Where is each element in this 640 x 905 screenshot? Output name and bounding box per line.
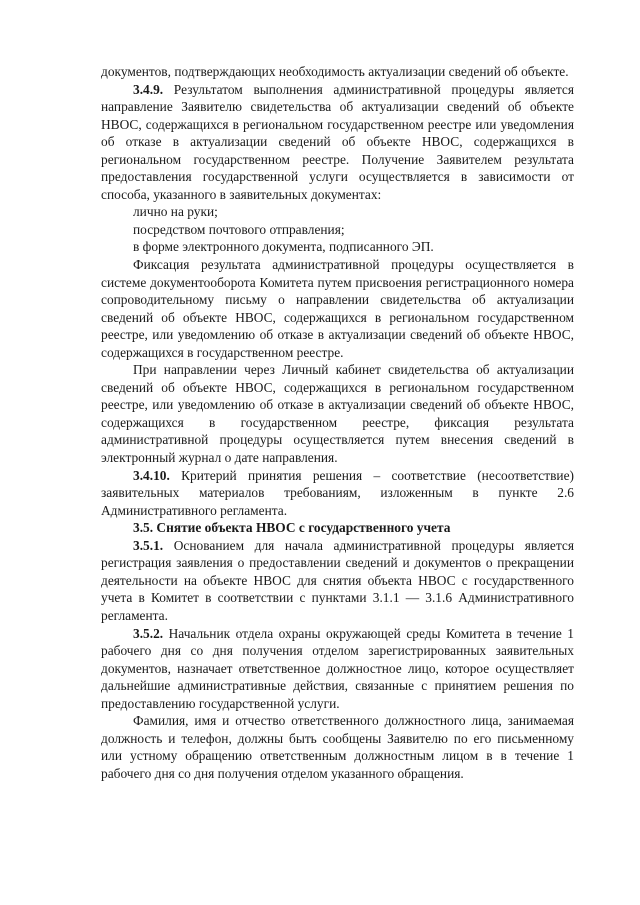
paragraph-continuation: [101, 63, 574, 81]
list-item: посредством почтового отправления;: [133, 221, 345, 237]
paragraph-text: Основанием для начала административной процедуры является регистрация заявления о предоставлении сведений и документов о прекращении деятельности на объекте НВОС для снятия объекта НВОС с государственного учета в Комитет в соответствии с пунктами 3.1.1 — 3.1.6 Административного регламента.: [101, 537, 574, 623]
paragraph-text: документов, подтверждающих необходимость актуализации сведений об объекте.: [101, 64, 569, 79]
paragraph-text: Критерий принятия решения – соответствие (несоответствие) заявительных материалов требованиям, изложенным в пункте 2.6 Административного регламента.: [101, 467, 574, 518]
paragraph-text: Фамилия, имя и отчество ответственного должностного лица, занимаемая должность и телефон, должны быть сообщены Заявителю по его письменному или устному обращению ответственным должностным лицом в в течение 1 рабочего дня со дня получения отделом указанного обращения.: [101, 713, 574, 781]
paragraph-responsible-person: [101, 712, 574, 782]
paragraph-3-4-10: [101, 467, 574, 520]
paragraph-3-5-2: [101, 625, 574, 713]
clause-number: 3.5.1.: [133, 537, 164, 553]
clause-number: 3.5.2.: [133, 625, 164, 641]
clause-number: 3.4.10.: [133, 467, 170, 483]
list-item: лично на руки;: [133, 204, 218, 220]
paragraph-3-5-1: [101, 537, 574, 625]
section-heading: 3.5. Снятие объекта НВОС с государственного учета: [133, 520, 451, 536]
paragraph-text: При направлении через Личный кабинет свидетельства об актуализации сведений об объекте НВОС, содержащихся в региональном государственном реестре, или уведомлению об отказе в актуализации сведений об объекте НВОС, содержащихся в государственном реестре, фиксация результата административной процедуры осуществляется путем внесения сведений в электронный журнал о дате направления.: [101, 362, 574, 466]
list-item: в форме электронного документа, подписанного ЭП.: [133, 239, 434, 255]
paragraph-text: Начальник отдела охраны окружающей среды Комитета в течение 1 рабочего дня со дня получения отделом зарегистрированных заявительных документов, назначает ответственное должностное лицо, которое осуществляет дальнейшие административные действия, связанные с принятием решения по предоставлению государственной услуги.: [101, 625, 574, 711]
clause-number: 3.4.9.: [133, 81, 164, 97]
paragraph-3-4-9: [101, 81, 574, 204]
paragraph-fixation: [101, 256, 574, 361]
paragraph-text: Фиксация результата административной процедуры осуществляется в системе документооборота Комитета путем присвоения регистрационного номера сопроводительному письму о направлении свидетельства об актуализации сведений об объекте НВОС, содержащихся в региональном государственном реестре, или уведомлению об отказе в актуализации сведений об объекте НВОС, содержащихся в государственном реестре.: [101, 257, 574, 360]
paragraph-text: Результатом выполнения административной процедуры является направление Заявителю свидетельства об актуализации сведений об объекте НВОС, содержащихся в региональном государственном реестре или уведомления об отказе в актуализации сведений об объекте НВОС, содержащихся в региональном государственном реестре. Получение Заявителем результата предоставления государственной услуги осуществляется в зависимости от способа, указанного в заявительных документах:: [101, 81, 574, 202]
document-body: [101, 63, 574, 782]
paragraph-personal-cabinet: [101, 361, 574, 466]
